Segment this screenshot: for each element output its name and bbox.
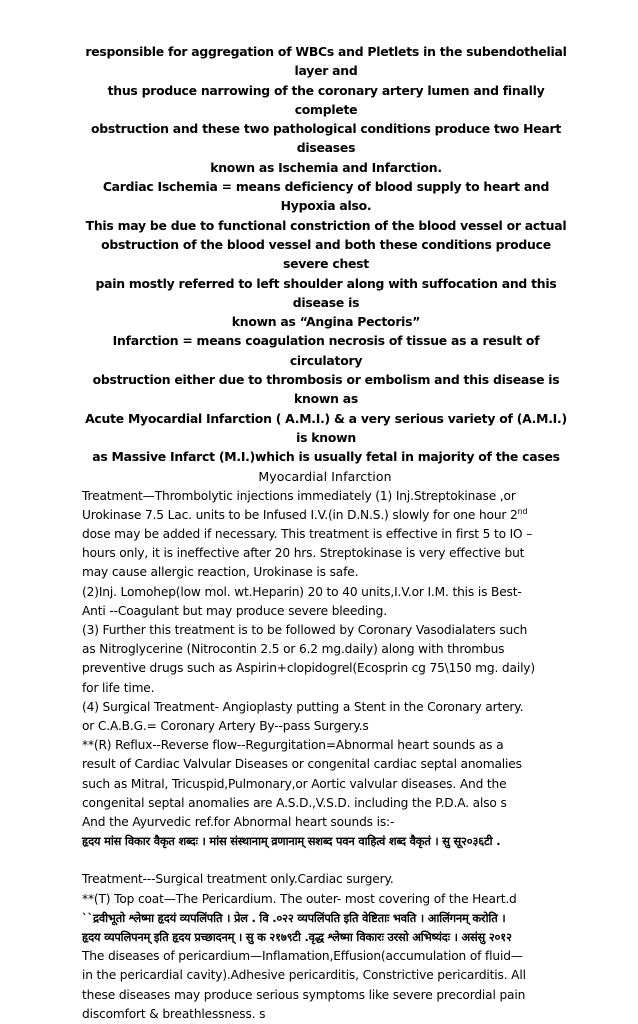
text-span: Urokinase 7.5 Lac. units to be Infused I.V.(in D.N.S.) slowly for one hour 2 (82, 507, 518, 522)
text-line: dose may be added if necessary. This treatment is effective in first 5 to IO – (82, 526, 533, 541)
text-line: The diseases of pericardium—Inflamation,Effusion(accumulation of fluid— (82, 949, 523, 964)
text-line: obstruction and these two pathological conditions produce two Heart diseases (90, 121, 562, 156)
text-line: known as Ischemia and Infarction. (210, 159, 442, 175)
text-line: Treatment—Thrombolytic injections immediately (1) Inj.Streptokinase ,or (82, 488, 516, 503)
text-line: Infarction = means coagulation necrosis of tissue as a result of circulatory (112, 333, 540, 368)
text-line: in the pericardial cavity).Adhesive pericarditis, Constrictive pericarditis. All (82, 968, 526, 983)
text-line: This may be due to functional constriction of the blood vessel or actual (85, 217, 567, 233)
text-line: Anti --Coagulant but may produce severe bleeding. (82, 603, 387, 618)
text-line: congenital septal anomalies are A.S.D.,V.S.D. including the P.D.A. also s (82, 795, 507, 810)
text-line: responsible for aggregation of WBCs and Pletlets in the subendothelial layer and (85, 44, 567, 79)
text-line: for life time. (82, 680, 155, 695)
text-line: as Massive Infarct (M.I.)which is usually fetal in majority of the cases (92, 449, 560, 465)
text-line: And the Ayurvedic ref.for Abnormal heart sounds is:- (82, 814, 395, 829)
text-line: pain mostly referred to left shoulder along with suffocation and this disease is (95, 275, 557, 310)
text-line: Treatment---Surgical treatment only.Cardiac surgery. (82, 872, 394, 887)
text-line: **(T) Top coat—The Pericardium. The outer- most covering of the Heart.d (82, 891, 517, 906)
text-line: Acute Myocardial Infarction ( A.M.I.) & a very serious variety of (A.M.I.) is known (85, 410, 567, 445)
text-line: these diseases may produce serious symptoms like severe precordial pain (82, 987, 526, 1002)
text-line: preventive drugs such as Aspirin+clopidogrel(Ecosprin cg 75\150 mg. daily) (82, 661, 535, 676)
text-line: such as Mitral, Tricuspid,Pulmonary,or Aortic valvular diseases. And the (82, 776, 507, 791)
text-line: (4) Surgical Treatment- Angioplasty putting a Stent in the Coronary artery. (82, 699, 524, 714)
sanskrit-reference-line: ``द्रवीभूतो श्लेष्मा हृदयं व्यपलिंपति । प्रेल . वि .०२२ व्यपलिंपति इति वेष्टिताः भवति । आलिंगनम् करोति । (82, 910, 506, 925)
text-line: **(R) Reflux--Reverse flow--Regurgitation=Abnormal heart sounds as a (82, 738, 504, 753)
text-line (82, 506, 568, 525)
sanskrit-reference-line: हृदय मांस विकार वैकृत शब्दः । मांस संस्थानाम् व्रणानाम् सशब्द पवन वाहित्वं शब्द वैकृतं । सु सू२०३६टी . (82, 834, 501, 849)
text-line: (2)Inj. Lomohep(low mol. wt.Heparin) 20 to 40 units,I.V.or I.M. this is Best- (82, 584, 522, 599)
section-heading: Myocardial Infarction (258, 468, 392, 484)
text-line: known as “Angina Pectoris” (231, 314, 421, 330)
text-line: may cause allergic reaction, Urokinase is safe. (82, 565, 359, 580)
text-line: thus produce narrowing of the coronary artery lumen and finally complete (107, 82, 545, 117)
text-line: Cardiac Ischemia = means deficiency of blood supply to heart and Hypoxia also. (102, 179, 550, 214)
text-line: (3) Further this treatment is to be followed by Coronary Vasodialaters such (82, 622, 528, 637)
text-line: result of Cardiac Valvular Diseases or congenital cardiac septal anomalies (82, 757, 522, 772)
text-line: obstruction either due to thrombosis or embolism and this disease is known as (92, 372, 560, 407)
text-line: obstruction of the blood vessel and both these conditions produce severe chest (101, 236, 551, 272)
sanskrit-reference-line: हृदय व्यपलिपनम् इति हृदय प्रच्छादनम् । सु क २१७९टी .वृद्ध श्लेष्मा विकारः उरसो अभिष्यंदः । असंसु २०१२ (82, 930, 512, 944)
treatment-section (82, 487, 568, 1024)
intro-paragraph (78, 42, 574, 467)
text-line: or C.A.B.G.= Coronary Artery By--pass Surgery.s (82, 718, 369, 733)
text-line: discomfort & breathlessness. s (82, 1006, 266, 1021)
text-line: as Nitroglycerine (Nitrocontin 2.5 or 6.2 mg.daily) along with thrombus (82, 642, 505, 657)
spacer (82, 851, 568, 870)
text-line: hours only, it is ineffective after 20 hrs. Streptokinase is very effective but (82, 546, 525, 561)
superscript: nd (517, 506, 528, 516)
